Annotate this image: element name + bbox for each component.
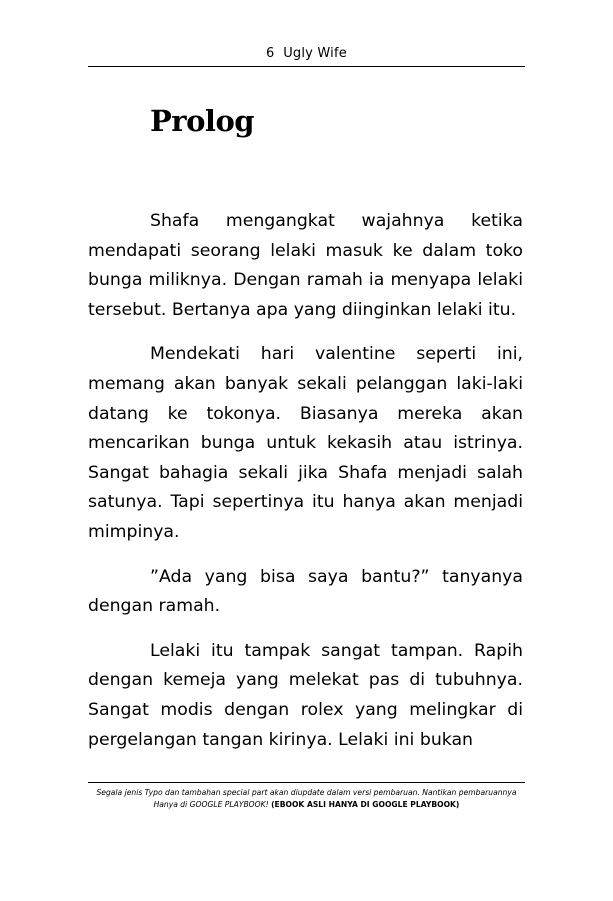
paragraph-2: Mendekati hari valentine seperti ini, memang akan banyak sekali pelanggan laki-laki datang ke tokonya. Biasanya mereka akan mencarikan bunga untuk kekasih atau istrinya. Sangat bahagia sekali jika Shafa menjadi salah satunya. Tapi sepertinya itu hanya akan menjadi mimpinya. — [88, 344, 523, 542]
body-text — [88, 207, 523, 770]
header-rule — [88, 66, 525, 67]
chapter-title: Prolog — [150, 104, 255, 138]
footer-note — [88, 787, 525, 811]
paragraph-1: Shafa mengangkat wajahnya ketika mendapati seorang lelaki masuk ke dalam toko bunga miliknya. Dengan ramah ia menyapa lelaki tersebut. Bertanya apa yang diinginkan lelaki itu. — [88, 211, 523, 320]
paragraph-4: Lelaki itu tampak sangat tampan. Rapih dengan kemeja yang melekat pas di tubuhnya. Sangat modis dengan rolex yang melingkar di pergelangan tangan kirinya. Lelaki ini bukan — [88, 640, 523, 750]
page-number: 6 — [266, 46, 275, 61]
running-header — [88, 46, 525, 61]
footer-note-caps: (EBOOK ASLI HANYA DI GOOGLE PLAYBOOK) — [271, 800, 460, 809]
paragraph-3: ”Ada yang bisa saya bantu?” tanyanya dengan ramah. — [88, 566, 523, 617]
footer-note-text: Segala jenis Typo dan tambahan special part akan diupdate dalam versi pembaruan. Nantikan pembaruannya Hanya di GOOGLE PLAYBOOK! — [96, 788, 517, 809]
footer-rule — [88, 782, 525, 783]
book-title: Ugly Wife — [283, 46, 347, 61]
